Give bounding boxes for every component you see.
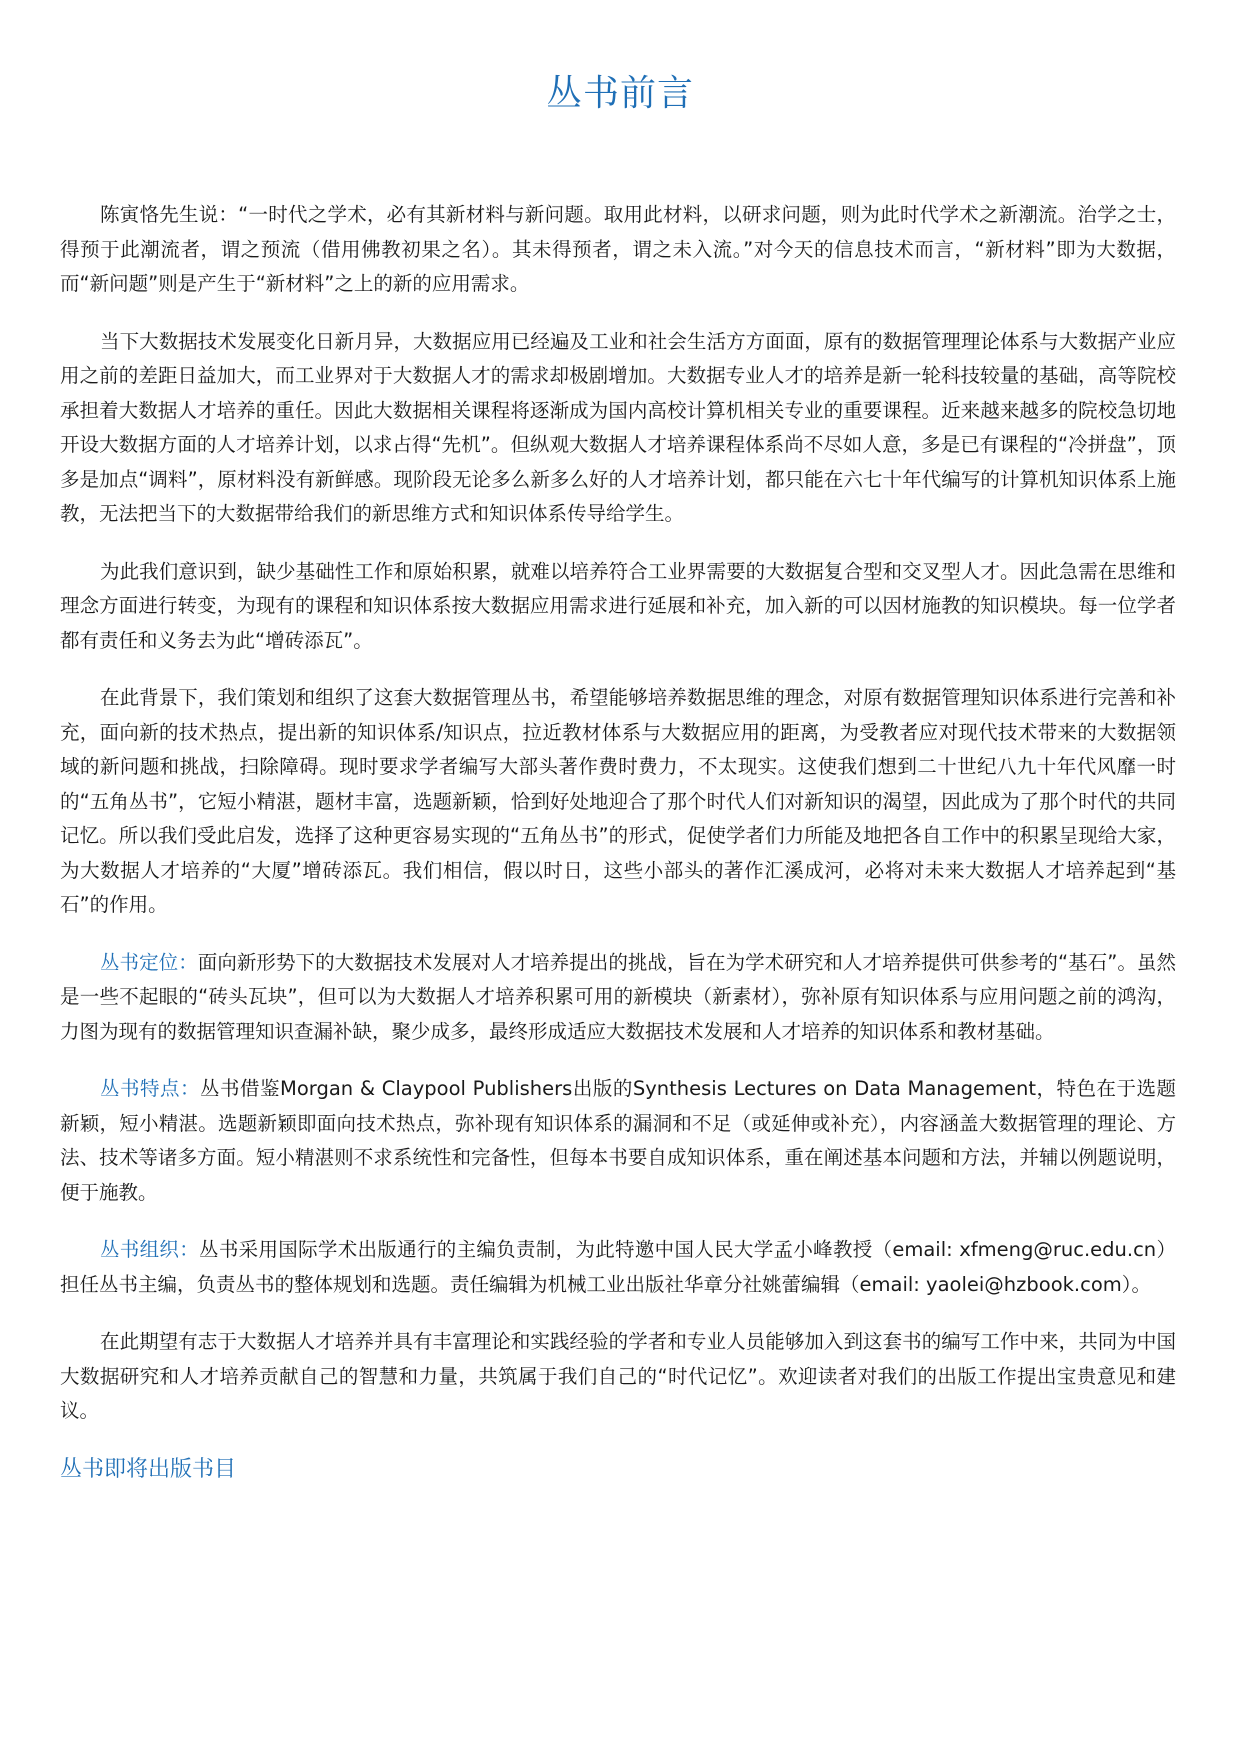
page-title: 丛书前言 xyxy=(545,73,694,114)
series-organization-text: 丛书采用国际学术出版通行的主编负责制，为此特邀中国人民大学孟小峰教授（email: xfmeng@ruc.edu.cn）担任丛书主编，负责丛书的整体规划和选题。责任编辑为机械工业出版社华章分社姚蕾编辑（email: yaolei@hzbook.com）。 xyxy=(60,1238,1176,1296)
series-features-paragraph xyxy=(60,1072,1176,1210)
series-positioning-label: 丛书定位： xyxy=(100,950,198,974)
series-features-label: 丛书特点： xyxy=(100,1077,201,1100)
series-features-text: 丛书借鉴Morgan & Claypool Publishers出版的Synthesis Lectures on Data Management，特色在于选题新颖，短小精湛。选题新颖即面向技术热点，弥补现有知识体系的漏洞和不足（或延伸或补充），内容涵盖大数据管理的理论、方法、技术等诸多方面。短小精湛则不求系统性和完备性，但每本书要自成知识体系，重在阐述基本问题和方法，并辅以例题说明，便于施教。 xyxy=(60,1077,1176,1204)
paragraph-1: 陈寅恪先生说：“一时代之学术，必有其新材料与新问题。取用此材料，以研求问题，则为此时代学术之新潮流。治学之士，得预于此潮流者，谓之预流（借用佛教初果之名）。其未得预者，谓之未入流。”对今天的信息技术而言，“新材料”即为大数据，而“新问题”则是产生于“新材料”之上的新的应用需求。 xyxy=(60,203,1176,295)
document-body xyxy=(60,198,1176,1487)
series-positioning-paragraph xyxy=(60,946,1176,1050)
series-positioning-text: 面向新形势下的大数据技术发展对人才培养提出的挑战，旨在为学术研究和人才培养提供可供参考的“基石”。虽然是一些不起眼的“砖头瓦块”，但可以为大数据人才培养积累可用的新模块（新素材），弥补原有知识体系与应用问题之前的鸿沟，力图为现有的数据管理知识查漏补缺，聚少成多，最终形成适应大数据技术发展和人才培养的知识体系和教材基础。 xyxy=(60,950,1176,1043)
upcoming-titles-heading: 丛书即将出版书目 xyxy=(60,1456,237,1482)
paragraph-2: 当下大数据技术发展变化日新月异，大数据应用已经遍及工业和社会生活方方面面，原有的数据管理理论体系与大数据产业应用之前的差距日益加大，而工业界对于大数据人才的需求却极剧增加。大数据专业人才的培养是新一轮科技较量的基础，高等院校承担着大数据人才培养的重任。因此大数据相关课程将逐渐成为国内高校计算机相关专业的重要课程。近来越来越多的院校急切地开设大数据方面的人才培养计划，以求占得“先机”。但纵观大数据人才培养课程体系尚不尽如人意，多是已有课程的“冷拼盘”，顶多是加点“调料”，原材料没有新鲜感。现阶段无论多么新多么好的人才培养计划，都只能在六七十年代编写的计算机知识体系上施教，无法把当下的大数据带给我们的新思维方式和知识体系传导给学生。 xyxy=(60,329,1176,525)
series-organization-paragraph xyxy=(60,1233,1176,1302)
paragraph-3: 为此我们意识到，缺少基础性工作和原始积累，就难以培养符合工业界需要的大数据复合型和交叉型人才。因此急需在思维和理念方面进行转变，为现有的课程和知识体系按大数据应用需求进行延展和补充，加入新的可以因材施教的知识模块。每一位学者都有责任和义务去为此“增砖添瓦”。 xyxy=(60,559,1176,652)
closing-paragraph: 在此期望有志于大数据人才培养并具有丰富理论和实践经验的学者和专业人员能够加入到这套书的编写工作中来，共同为中国大数据研究和人才培养贡献自己的智慧和力量，共筑属于我们自己的“时代记忆”。欢迎读者对我们的出版工作提出宝贵意见和建议。 xyxy=(60,1330,1176,1422)
series-organization-label: 丛书组织： xyxy=(100,1238,200,1261)
paragraph-4: 在此背景下，我们策划和组织了这套大数据管理丛书，希望能够培养数据思维的理念，对原有数据管理知识体系进行完善和补充，面向新的技术热点，提出新的知识体系/知识点，拉近教材体系与大数据应用的距离，为受教者应对现代技术带来的大数据领域的新问题和挑战，扫除障碍。现时要求学者编写大部头著作费时费力，不太现实。这使我们想到二十世纪八九十年代风靡一时的“五角丛书”，它短小精湛，题材丰富，选题新颖，恰到好处地迎合了那个时代人们对新知识的渴望，因此成为了那个时代的共同记忆。所以我们受此启发，选择了这种更容易实现的“五角丛书”的形式，促使学者们力所能及地把各自工作中的积累呈现给大家，为大数据人才培养的“大厦”增砖添瓦。我们相信，假以时日，这些小部头的著作汇溪成河，必将对未来大数据人才培养起到“基石”的作用。 xyxy=(60,686,1176,916)
